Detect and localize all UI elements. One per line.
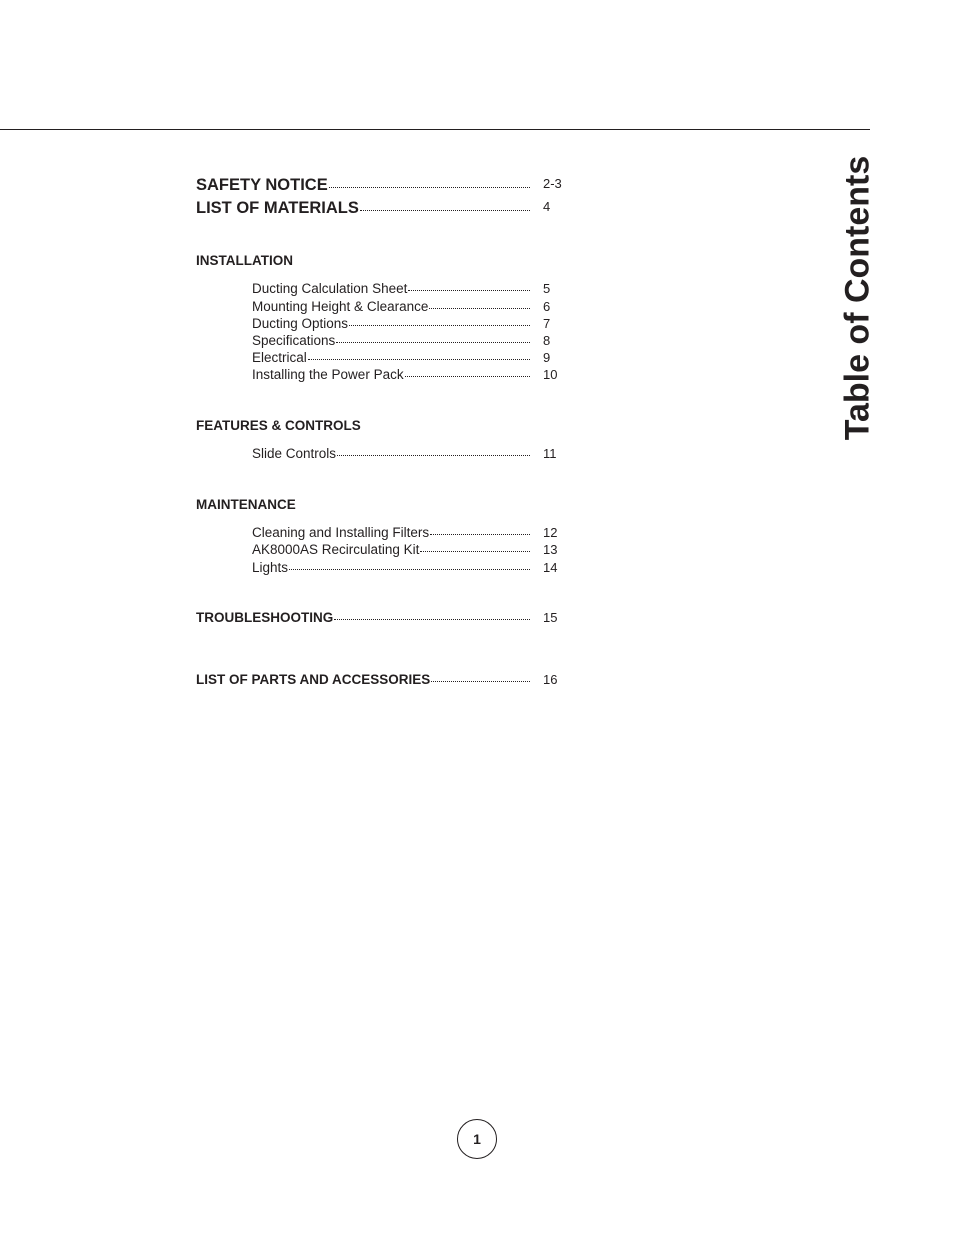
toc-entry-safety-notice[interactable] <box>196 176 562 196</box>
toc-page: 9 <box>543 350 551 365</box>
toc-label: TROUBLESHOOTING <box>196 610 334 625</box>
toc-page: 7 <box>543 316 551 331</box>
toc-page: 15 <box>543 610 558 625</box>
header-rule <box>0 129 870 130</box>
dot-leader <box>405 376 530 377</box>
toc-entry[interactable] <box>252 367 558 387</box>
dot-leader <box>408 290 530 291</box>
toc-page: 6 <box>543 299 551 314</box>
toc-label: Electrical <box>252 350 307 365</box>
page-number: 1 <box>473 1131 481 1147</box>
dot-leader <box>337 455 530 456</box>
toc-page: 13 <box>543 542 558 557</box>
toc-page: 12 <box>543 525 558 540</box>
toc-entry[interactable] <box>252 281 551 301</box>
toc-label: Ducting Calculation Sheet <box>252 281 408 296</box>
toc-label: SAFETY NOTICE <box>196 176 328 194</box>
dot-leader <box>308 359 530 360</box>
dot-leader <box>430 534 530 535</box>
dot-leader <box>334 619 530 620</box>
toc-page: 16 <box>543 672 558 687</box>
toc-label: Installing the Power Pack <box>252 367 404 382</box>
toc-label: Mounting Height & Clearance <box>252 299 429 314</box>
toc-label: AK8000AS Recirculating Kit <box>252 542 420 557</box>
toc-page: 2-3 <box>543 176 562 191</box>
toc-page: 5 <box>543 281 551 296</box>
dot-leader <box>329 187 530 188</box>
toc-entry[interactable] <box>252 446 557 466</box>
toc-label: LIST OF PARTS AND ACCESSORIES <box>196 672 431 687</box>
section-heading-installation: INSTALLATION <box>196 253 293 268</box>
dot-leader <box>289 569 530 570</box>
dot-leader <box>349 325 530 326</box>
toc-label: LIST OF MATERIALS <box>196 199 359 217</box>
dot-leader <box>429 308 530 309</box>
section-heading-maintenance: MAINTENANCE <box>196 497 296 512</box>
toc-label: Lights <box>252 560 289 575</box>
dot-leader <box>360 210 530 211</box>
toc-page: 4 <box>543 199 551 214</box>
section-heading-features: FEATURES & CONTROLS <box>196 418 361 433</box>
toc-entry[interactable] <box>252 542 558 562</box>
dot-leader <box>431 681 530 682</box>
dot-leader <box>420 551 530 552</box>
toc-entry-troubleshooting[interactable] <box>196 610 558 630</box>
dot-leader <box>336 342 530 343</box>
toc-entry[interactable] <box>252 560 558 580</box>
toc-page: 11 <box>543 446 557 461</box>
toc-entry-list-of-materials[interactable] <box>196 199 551 219</box>
toc-page: 10 <box>543 367 558 382</box>
toc-label: Specifications <box>252 333 336 348</box>
toc-entry-parts-accessories[interactable] <box>196 672 558 692</box>
toc-label: Cleaning and Installing Filters <box>252 525 430 540</box>
toc-label: Ducting Options <box>252 316 349 331</box>
toc-page: 14 <box>543 560 558 575</box>
page-number-badge <box>457 1119 497 1159</box>
toc-label: Slide Controls <box>252 446 337 461</box>
side-title: Table of Contents <box>838 155 877 441</box>
toc-page: 8 <box>543 333 551 348</box>
